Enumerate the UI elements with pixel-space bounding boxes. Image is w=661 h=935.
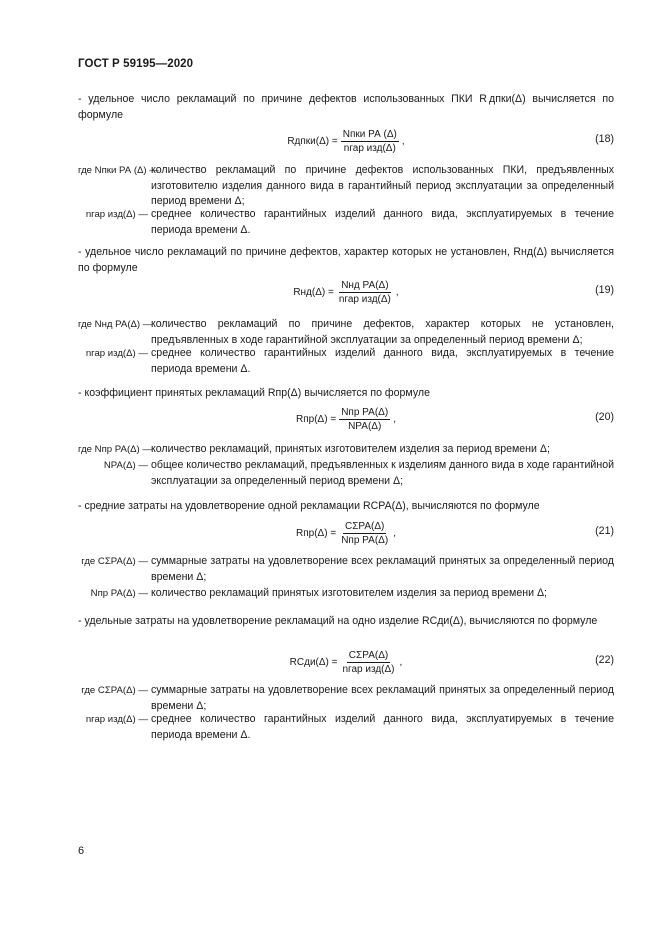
page-number: 6 bbox=[78, 845, 85, 857]
definition-item bbox=[78, 554, 614, 586]
formula-denominator: nгар изд(Δ) bbox=[343, 142, 396, 154]
formula-lhs: RCди(Δ) = bbox=[289, 656, 338, 668]
formula-denominator: NРА(Δ) bbox=[348, 420, 382, 432]
definition-term: где Nпр РА(Δ) — bbox=[78, 444, 153, 455]
formula-tail: , bbox=[395, 286, 399, 298]
formula-lhs: Rпр(Δ) = bbox=[296, 527, 337, 539]
definition-term: где CΣРА(Δ) — bbox=[81, 556, 148, 567]
definition-term: где CΣРА(Δ) — bbox=[81, 685, 148, 696]
formula-20 bbox=[78, 402, 614, 436]
definition-term: nгар изд(Δ) — bbox=[85, 714, 148, 725]
paragraph-intro: - удельное число рекламаций по причине дефектов, характер которых не установлен, Rнд(Δ) вычисляется по формуле bbox=[78, 246, 614, 274]
definition-text: среднее количество гарантийных изделий данного вида, эксплуатируемых в течение периода времени Δ. bbox=[151, 713, 614, 741]
paragraph-intro: - коэффициент принятых рекламаций Rпр(Δ) вычисляется по формуле bbox=[78, 387, 430, 399]
formula-18 bbox=[78, 124, 614, 158]
formula-21 bbox=[78, 516, 614, 550]
equation-number: (20) bbox=[595, 411, 614, 423]
definition-term: где Nнд РА(Δ) — bbox=[78, 319, 153, 330]
equation-number: (19) bbox=[595, 284, 614, 296]
definition-item bbox=[78, 712, 614, 744]
formula-denominator: nгар изд(Δ) bbox=[342, 663, 395, 675]
formula-19 bbox=[78, 275, 614, 309]
paragraph-intro: - удельное число рекламаций по причине дефектов использованных ПКИ R дпки(Δ) вычисляется по формуле bbox=[78, 93, 614, 121]
definition-text: количество рекламаций, принятых изготовителем изделия за период времени Δ; bbox=[151, 443, 550, 455]
formula-tail: , bbox=[393, 527, 396, 539]
formula-numerator: Nпки РА (Δ) bbox=[342, 128, 397, 140]
definition-term: nгар изд(Δ) — bbox=[85, 209, 148, 220]
formula-tail: , bbox=[399, 656, 403, 668]
document-header: ГОСТ Р 59195—2020 bbox=[78, 58, 194, 70]
definition-item bbox=[78, 458, 614, 490]
formula-numerator: CΣРА(Δ) bbox=[348, 649, 389, 661]
formula-numerator: CΣРА(Δ) bbox=[344, 520, 385, 532]
definition-item bbox=[78, 586, 614, 602]
definition-text: среднее количество гарантийных изделий данного вида, эксплуатируемых в течение периода времени Δ. bbox=[151, 347, 614, 375]
definition-term: NРА(Δ) — bbox=[103, 460, 148, 471]
formula-lhs: Rпр(Δ) = bbox=[296, 413, 337, 425]
formula-lhs: Rнд(Δ) = bbox=[293, 286, 334, 298]
equation-number: (21) bbox=[595, 525, 614, 537]
equation-number: (18) bbox=[595, 133, 614, 145]
definition-text: количество рекламаций по причине дефектов использованных ПКИ, предъявленных изготовителю изделия данного вида в гарантийный период эксплуатации за определенный период времени Δ; bbox=[151, 164, 614, 207]
equation-number: (22) bbox=[595, 654, 614, 666]
definition-text: количество рекламаций по причине дефектов, характер которых не установлен, предъявленных в ходе гарантийной эксплуатации за определенный период времени Δ; bbox=[151, 318, 614, 346]
formula-tail: , bbox=[401, 135, 405, 147]
formula-tail: , bbox=[393, 413, 396, 425]
definition-item bbox=[78, 163, 614, 210]
definition-item bbox=[78, 683, 614, 715]
formula-numerator: Nнд РА(Δ) bbox=[341, 279, 389, 291]
formula-lhs: Rдпки(Δ) = bbox=[287, 135, 338, 147]
formula-numerator: Nпр РА(Δ) bbox=[341, 406, 389, 418]
formula-22 bbox=[78, 645, 614, 679]
definition-text: количество рекламаций принятых изготовителем изделия за период времени Δ; bbox=[151, 587, 547, 599]
definition-term: nгар изд(Δ) — bbox=[85, 348, 148, 359]
definition-text: суммарные затраты на удовлетворение всех рекламаций принятых за определенный период времени Δ; bbox=[151, 684, 614, 712]
formula-denominator: nгар изд(Δ) bbox=[338, 293, 391, 305]
definition-text: среднее количество гарантийных изделий данного вида, эксплуатируемых в течение периода времени Δ. bbox=[151, 208, 614, 236]
formula-denominator: Nпр РА(Δ) bbox=[341, 534, 389, 546]
definition-item bbox=[78, 207, 614, 239]
definition-text: общее количество рекламаций, предъявленных к изделиям данного вида в ходе гарантийной эксплуатации за определенный период времени Δ; bbox=[151, 459, 614, 487]
definition-text: суммарные затраты на удовлетворение всех рекламаций принятых за определенный период времени Δ; bbox=[151, 555, 614, 583]
definition-item bbox=[78, 442, 614, 458]
paragraph-intro: - удельные затраты на удовлетворение рекламаций на одно изделие RCди(Δ), вычисляются по формуле bbox=[78, 615, 598, 627]
definition-term: где Nпки РА (Δ) — bbox=[78, 165, 159, 176]
paragraph-intro: - средние затраты на удовлетворение одной рекламации RCРА(Δ), вычисляются по формуле bbox=[78, 500, 540, 512]
definition-item bbox=[78, 346, 614, 378]
definition-term: Nпр РА(Δ) — bbox=[90, 588, 148, 599]
definition-item bbox=[78, 317, 614, 349]
